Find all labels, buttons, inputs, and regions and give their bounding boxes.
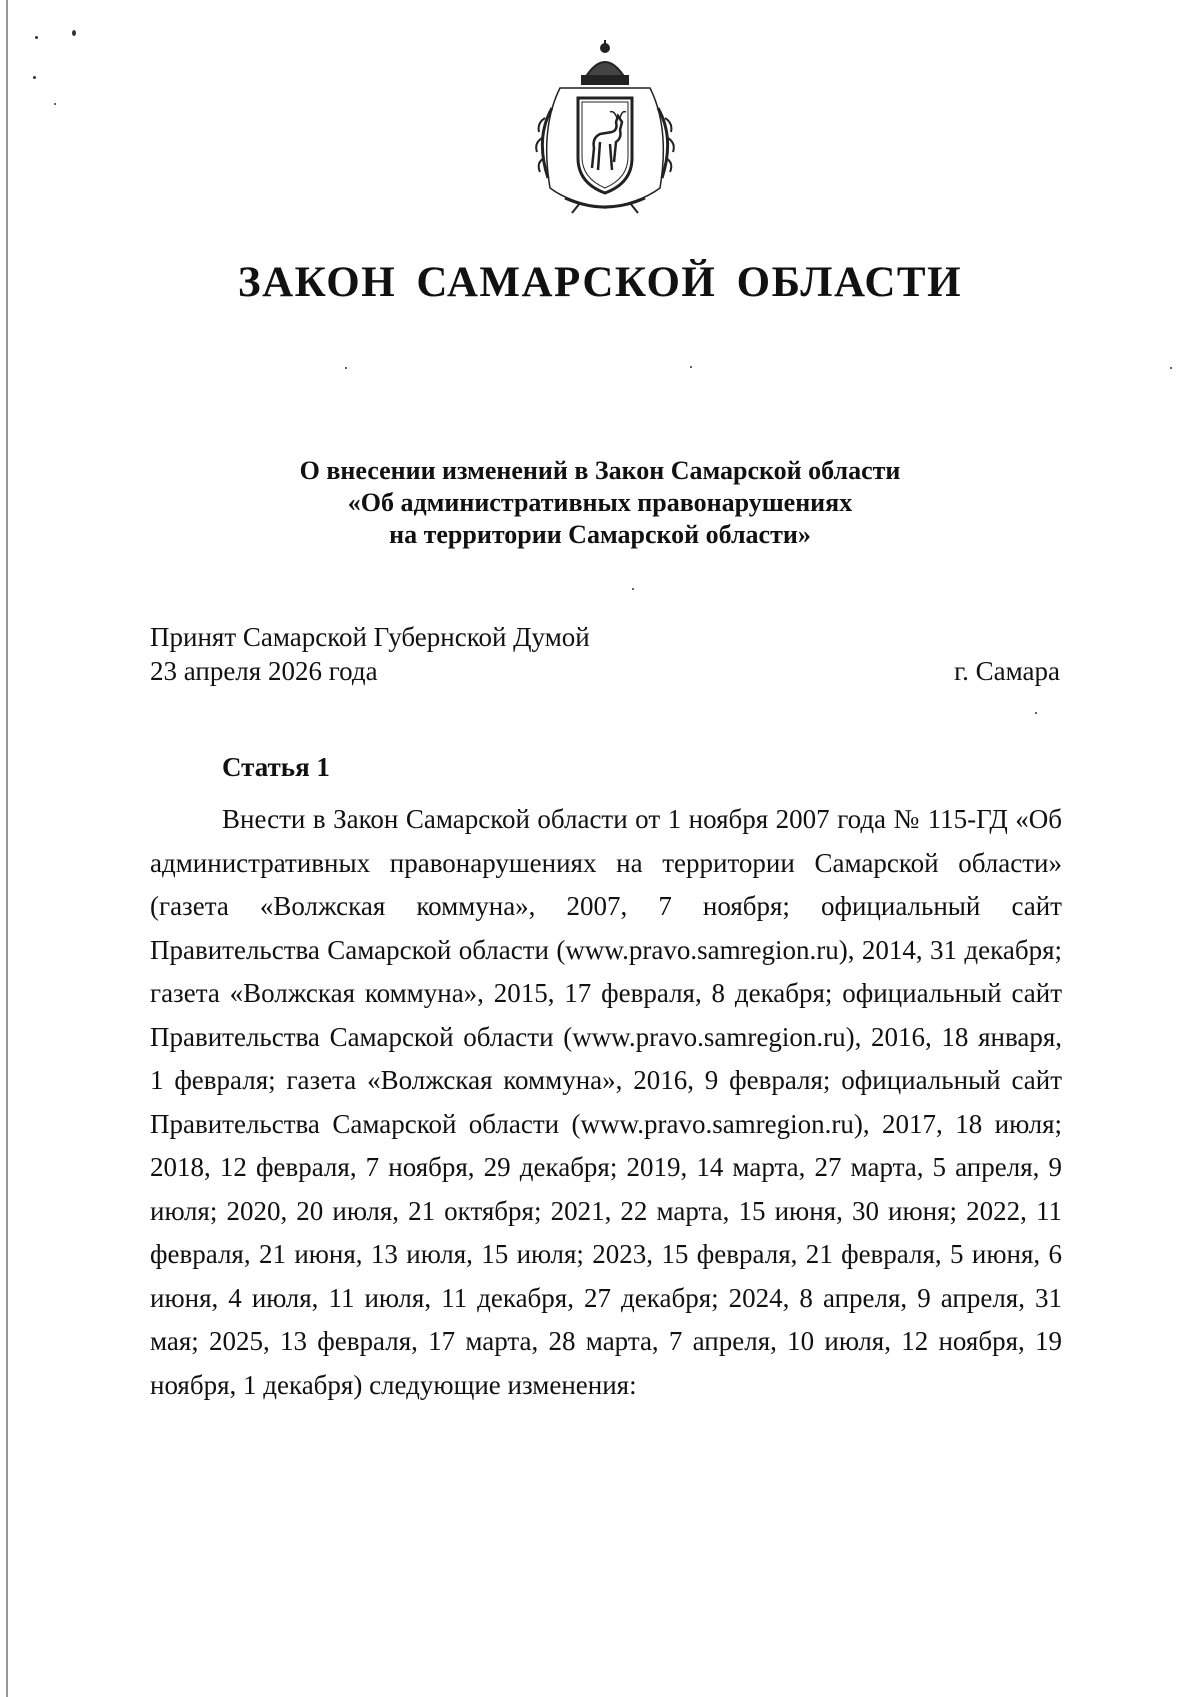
subtitle-line: на территории Самарской области»	[389, 520, 811, 549]
scan-speck	[345, 367, 347, 369]
article-text: Внести в Закон Самарской области от 1 ноября 2007 года № 115-ГД «Об административных правонарушениях на территории Самарской области» (газета «Волжская коммуна», 2007, 7 ноября; официальный сайт Правительства Самарской области (www.pravo.samregion.ru), 2014, 31 декабря; газета «Волжская коммуна», 2015, 17 февраля, 8 декабря; официальный сайт Правительства Самарской области (www.pravo.samregion.ru), 2016, 18 января, 1 февраля; газета «Волжская коммуна», 2016, 9 февраля; официальный сайт Правительства Самарской области (www.pravo.samregion.ru), 2017, 18 июля; 2018, 12 февраля, 7 ноября, 29 декабря; 2019, 14 марта, 27 марта, 5 апреля, 9 июля; 2020, 20 июля, 21 октября; 2021, 22 марта, 15 июня, 30 июня; 2022, 11 февраля, 21 июня, 13 июля, 15 июля; 2023, 15 февраля, 21 февраля, 5 июня, 6 июня, 4 июля, 11 июля, 11 декабря, 27 декабря; 2024, 8 апреля, 9 апреля, 31 мая; 2025, 13 февраля, 17 марта, 28 марта, 7 апреля, 10 июля, 12 ноября, 19 ноября, 1 декабря) следующие изменения:	[150, 804, 1062, 1400]
scan-speck	[72, 30, 76, 36]
scan-edge-line	[6, 0, 8, 1697]
samara-coat-of-arms-icon	[530, 38, 680, 216]
scan-speck	[1035, 712, 1037, 714]
city: г. Самара	[954, 656, 1060, 686]
scan-speck	[690, 366, 692, 368]
scan-speck	[33, 76, 36, 79]
scan-speck	[35, 36, 38, 39]
adoption-info	[150, 620, 590, 688]
adopted-date: 23 апреля 2026 года	[150, 656, 378, 686]
article-heading: Статья 1	[222, 752, 330, 782]
subtitle-line: «Об административных правонарушениях	[347, 488, 853, 517]
document-title: ЗАКОН САМАРСКОЙ ОБЛАСТИ	[237, 259, 963, 306]
document-subtitle	[0, 455, 1200, 551]
scan-speck	[1170, 367, 1172, 369]
scan-speck	[632, 588, 634, 590]
subtitle-line: О внесении изменений в Закон Самарской области	[299, 456, 901, 485]
adopted-by: Принят Самарской Губернской Думой	[150, 622, 590, 652]
scan-speck	[54, 103, 56, 105]
